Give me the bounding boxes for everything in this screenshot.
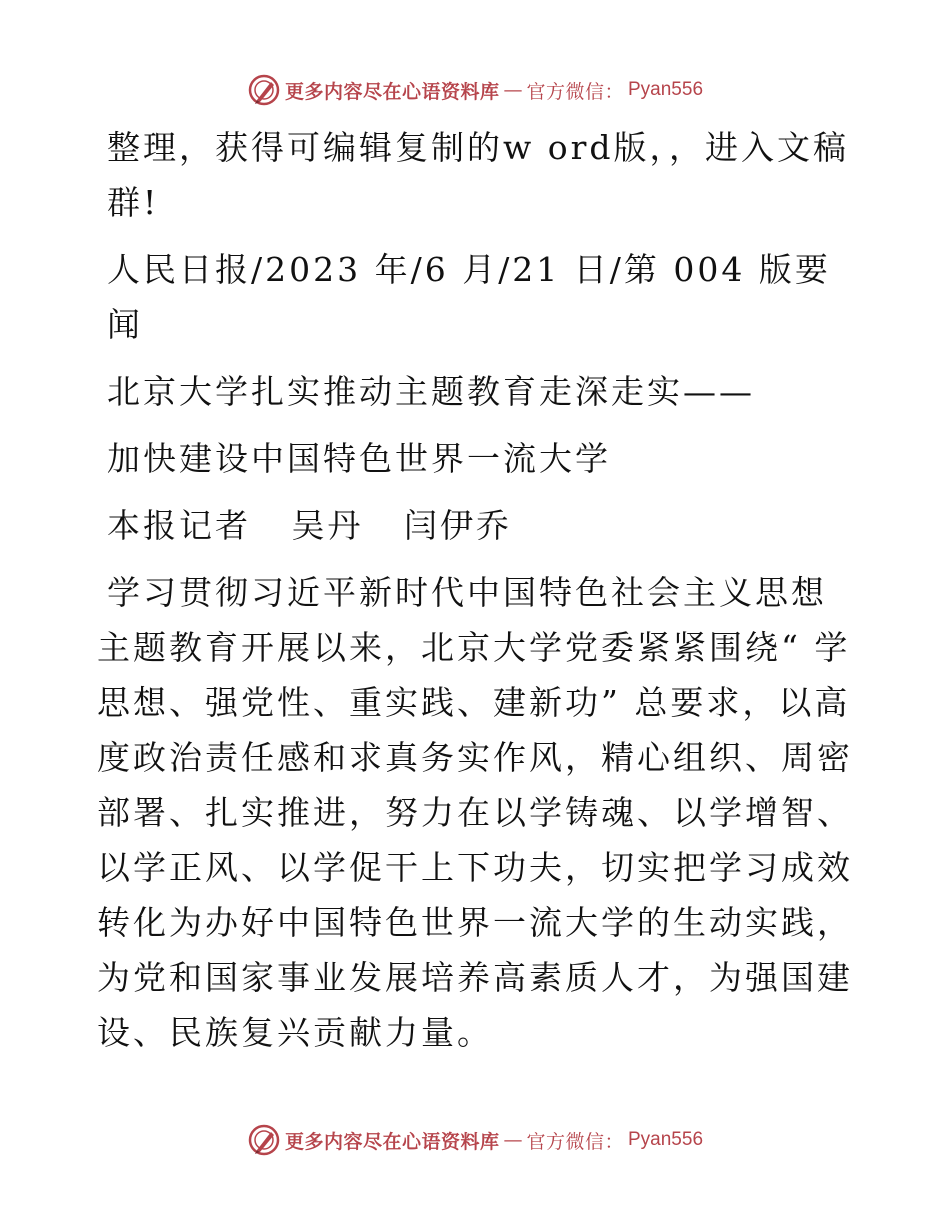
banner-separator: — (503, 79, 523, 101)
pen-logo-icon (247, 73, 281, 107)
byline: 本报记者 吴丹 闫伊乔 (107, 506, 512, 545)
source-line: 人民日报/2023 年/6 月/21 日/第 004 版要闻 (107, 250, 831, 344)
banner-text: 更多内容尽在心语资料库 (284, 80, 500, 103)
banner-contact-label: 官方微信： (526, 1130, 624, 1153)
document-body (97, 120, 857, 1060)
article-title-line2: 加快建设中国特色世界一流大学 (107, 439, 611, 478)
article-title-line1: 北京大学扎实推动主题教育走深走实—— (107, 372, 755, 411)
banner-contact-label: 官方微信： (526, 80, 624, 103)
banner-contact-id: Pyan556 (628, 79, 704, 100)
footer-watermark-banner (0, 1118, 950, 1162)
header-banner-content (247, 73, 703, 107)
banner-contact-id: Pyan556 (628, 1129, 704, 1150)
body-paragraph: 学习贯彻习近平新时代中国特色社会主义思想主题教育开展以来，北京大学党委紧紧围绕“ 学思想、强党性、重实践、建新功” 总要求，以高度政治责任感和求真务实作风，精心组织、周密部署、扎实推进，努力在以学铸魂、以学增智、以学正风、以学促干上下功夫，切实把学习成效转化为办好中国特色世界一流大学的生动实践，为党和国家事业发展培养高素质人才，为强国建设、民族复兴贡献力量。 (97, 573, 853, 1052)
header-watermark-banner (0, 68, 950, 112)
footer-banner-content (247, 1123, 703, 1157)
banner-separator: — (503, 1129, 523, 1151)
banner-text: 更多内容尽在心语资料库 (284, 1130, 500, 1153)
pen-logo-icon (247, 1123, 281, 1157)
intro-paragraph: 整理，获得可编辑复制的w ord版，，进入文稿群! (107, 128, 850, 222)
